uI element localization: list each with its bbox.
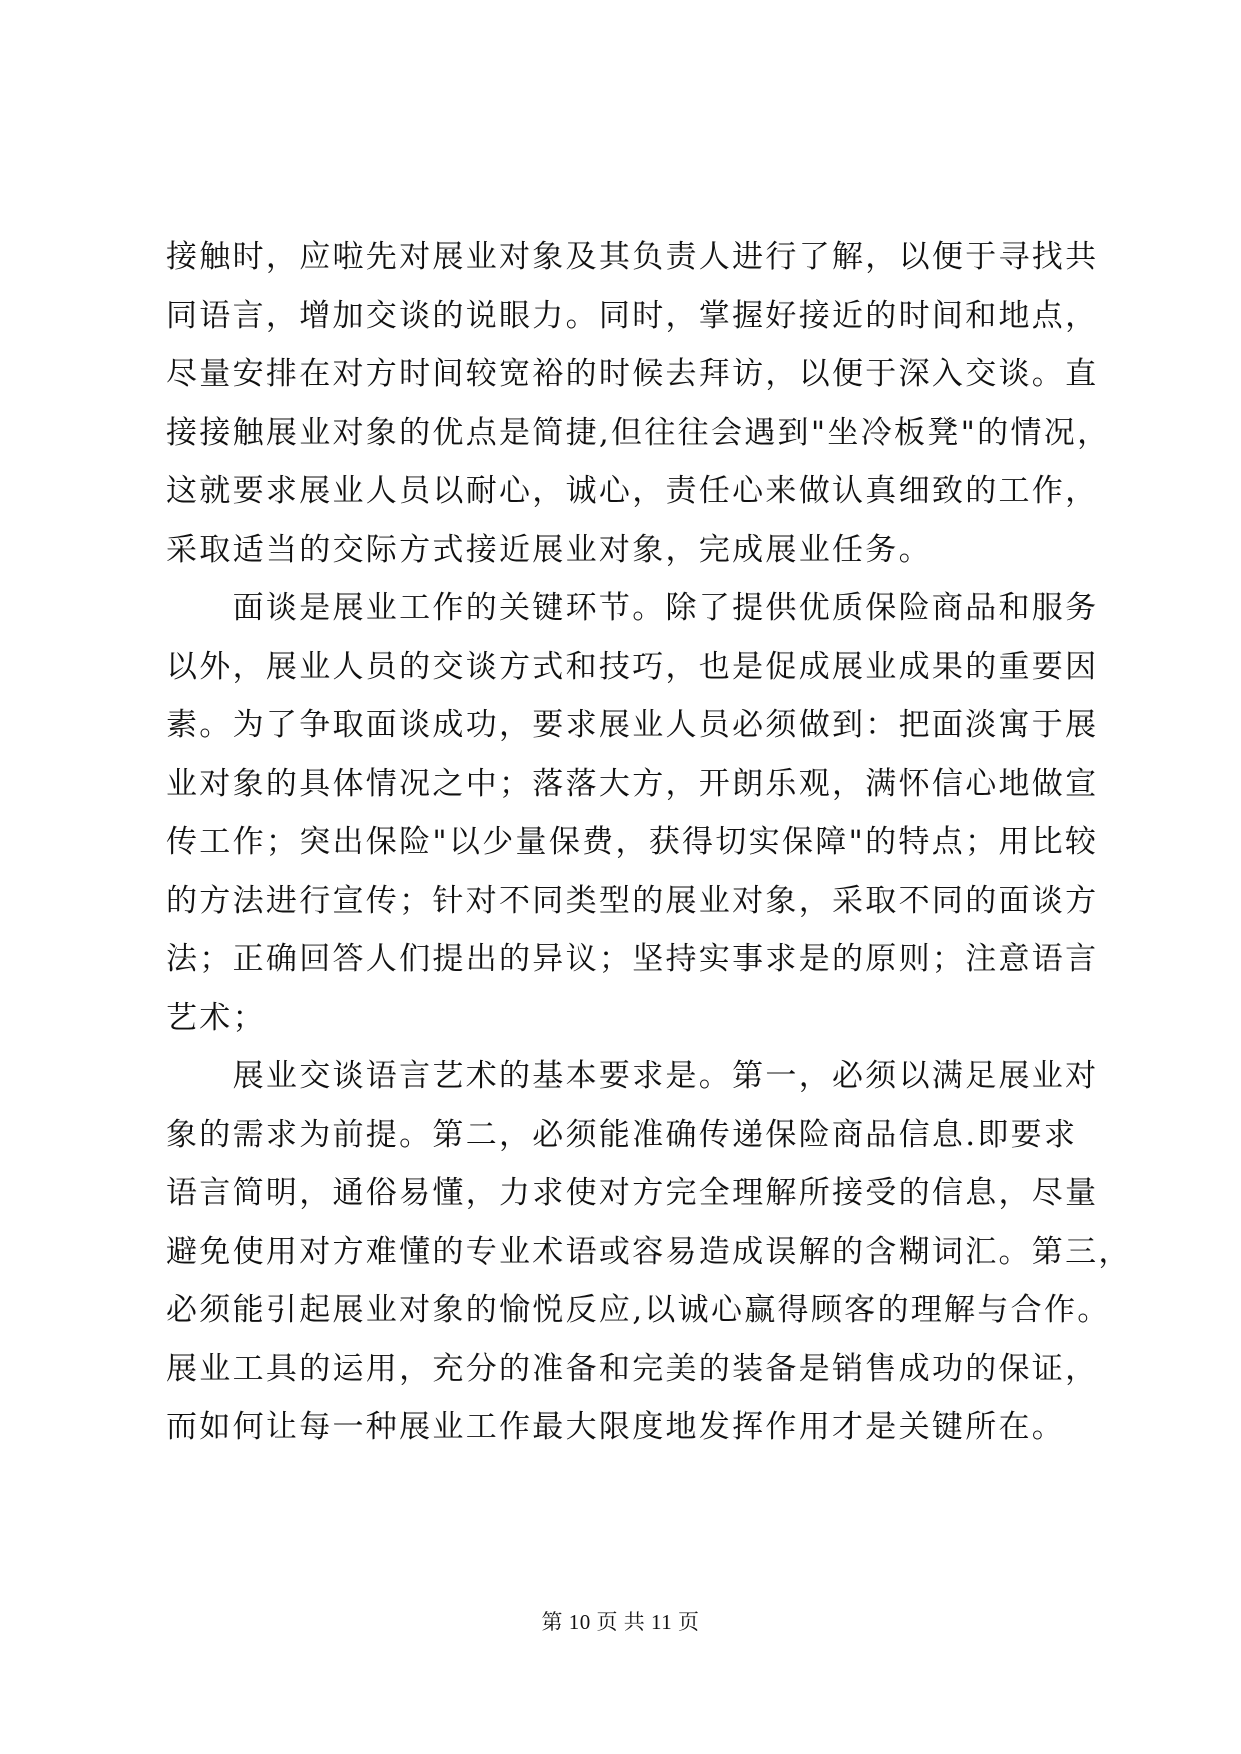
- text-line: 接触时，应啦先对展业对象及其负责人进行了解，以便于寻找共: [166, 239, 1099, 275]
- text-line: 传工作；突出保险"以少量保费，获得切实保障"的特点；用比较: [166, 824, 1099, 860]
- text-line: 尽量安排在对方时间较宽裕的时候去拜访，以便于深入交谈。直: [166, 356, 1099, 392]
- text-line: 这就要求展业人员以耐心，诚心，责任心来做认真细致的工作，: [166, 473, 1099, 509]
- text-line: 的方法进行宣传；针对不同类型的展业对象，采取不同的面谈方: [166, 882, 1099, 919]
- body-text: [166, 228, 1132, 1457]
- text-line: 象的需求为前提。第二，必须能准确传递保险商品信息.即要求: [166, 1116, 1078, 1153]
- text-line: 避免使用对方难懂的专业术语或容易造成误解的含糊词汇。第三，: [166, 1233, 1132, 1270]
- text-line: 语言简明，通俗易懂，力求使对方完全理解所接受的信息，尽量: [166, 1175, 1099, 1211]
- text-line: 同语言，增加交谈的说眼力。同时，掌握好接近的时间和地点，: [166, 297, 1099, 334]
- text-line: 面谈是展业工作的关键环节。除了提供优质保险商品和服务: [166, 590, 1099, 626]
- text-line: 必须能引起展业对象的愉悦反应,以诚心赢得顾客的理解与合作。: [166, 1292, 1111, 1328]
- text-line: 以外，展业人员的交谈方式和技巧，也是促成展业成果的重要因: [166, 648, 1099, 685]
- text-line: 素。为了争取面谈成功，要求展业人员必须做到：把面淡寓于展: [166, 707, 1099, 743]
- text-line: 展业工具的运用，充分的准备和完美的装备是销售成功的保证，: [166, 1350, 1099, 1387]
- text-line: 展业交谈语言艺术的基本要求是。第一，必须以满足展业对: [166, 1058, 1099, 1094]
- text-line: 法；正确回答人们提出的异议；坚持实事求是的原则；注意语言: [166, 941, 1099, 977]
- text-line: 接接触展业对象的优点是简捷,但往往会遇到"坐冷板凳"的情况，: [166, 414, 1111, 451]
- text-line: 而如何让每一种展业工作最大限度地发挥作用才是关键所在。: [166, 1409, 1066, 1445]
- page-number-footer: 第 10 页 共 11 页: [541, 1610, 700, 1634]
- text-line: 采取适当的交际方式接近展业对象，完成展业任务。: [166, 531, 932, 568]
- text-line: 业对象的具体情况之中；落落大方，开朗乐观，满怀信心地做宣: [166, 765, 1099, 802]
- text-line: 艺术；: [166, 999, 266, 1036]
